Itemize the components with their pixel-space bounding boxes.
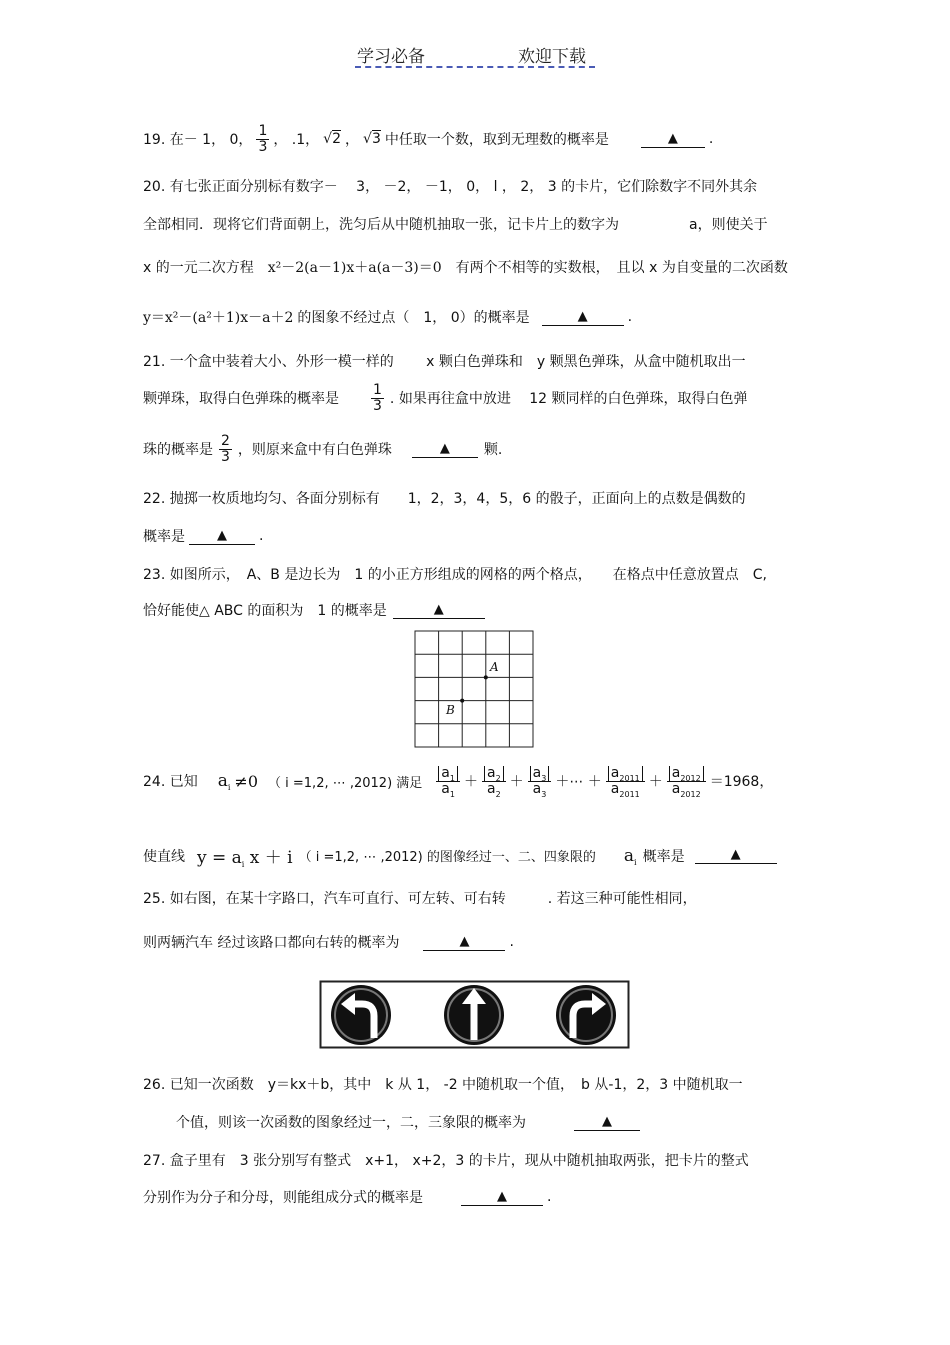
q22-end: . — [259, 528, 264, 544]
q22-line2-text: 概率是 — [143, 529, 185, 545]
q23-line2 — [143, 600, 485, 620]
q20-line4 — [143, 307, 632, 327]
q19-triangle: ▲ — [667, 130, 678, 146]
q24-prefix: 24. 已知 — [143, 774, 198, 791]
q24-ai-2: $a_i$ — [623, 845, 637, 867]
right-turn-arrow-icon — [556, 985, 616, 1045]
q24-term-3: $\frac{a_3}{a_3}$ — [528, 766, 552, 796]
q24-term-1: $\frac{a_1}{a_1}$ — [436, 766, 460, 796]
header-right: 欢迎下载 — [518, 47, 586, 67]
q20-line3 — [143, 257, 788, 277]
question-24-line2 — [143, 843, 777, 868]
q19-prefix: 19. 在－ 1， 0， — [143, 132, 253, 149]
q21-line2-tail: . 如果再往盒中放进 12 颗同样的白色弹珠，取得白色弹 — [389, 391, 748, 408]
left-turn-arrow-icon — [331, 985, 391, 1045]
q23-line2-text: 恰好能使△ ABC 的面积为 1 的概率是 — [143, 603, 387, 619]
q26-line2-text: 个值，则该一次函数的图象经过一，二，三象限的概率为 — [176, 1115, 526, 1131]
traffic-sign-figure — [319, 980, 631, 1050]
q24-line2-tail: 概率是 — [642, 848, 685, 865]
q19-fraction — [256, 124, 269, 154]
q19-sqrt3-val: 3 — [371, 131, 381, 148]
q20-line2: 全部相同．现将它们背面朝上，洗匀后从中随机抽取一张，记卡片上的数字为 a，则使关于 — [143, 217, 768, 233]
q22-line1: 22. 抛掷一枚质地均匀、各面分别标有 1，2，3，4，5，6 的骰子，正面向上的点数是偶数的 — [143, 491, 746, 507]
q23-answer-blank[interactable] — [393, 602, 485, 619]
straight-arrow-icon — [444, 985, 504, 1045]
q20-equation-2: y＝x²－(a²＋1)x－a＋2 — [143, 310, 294, 326]
q26-line1: 26. 已知一次函数 y＝kx＋b，其中 k 从 1， -2 中随机取一个值， b 从-1，2，3 中随机取一 — [143, 1077, 743, 1093]
q23-grid-figure — [414, 630, 536, 750]
q21-line3 — [143, 434, 502, 464]
q25-line2-text: 则两辆汽车 经过该路口都向右转的概率为 — [143, 935, 400, 951]
q23-line1: 23. 如图所示， A、B 是边长为 1 的小正方形组成的网格的两个格点， 在格点中任意放置点 C, — [143, 567, 767, 583]
q19-sqrt2: √2 — [323, 131, 342, 148]
q24-term-2011: $\frac{a_{2011}}{a_{2011}}$ — [606, 766, 645, 796]
q21-end: 颗. — [483, 442, 503, 459]
q26-answer-blank[interactable] — [574, 1114, 640, 1131]
q19-sqrt3: √3 — [363, 131, 381, 148]
q21-line1: 21. 一个盒中装着大小、外形一模一样的 x 颗白色弹珠和 y 颗黑色弹珠，从盒中随机取出一 — [143, 354, 746, 370]
q19-end: . — [708, 131, 714, 148]
q24-result: ＝1968， — [709, 774, 774, 791]
q21-fraction-1 — [371, 383, 384, 413]
q24-line2-text: 使直线 — [143, 848, 185, 865]
q21-f1-num: 1 — [373, 382, 382, 398]
q19-comma: ， — [345, 132, 360, 149]
q24-range-2: （ i =1,2, ⋯ ,2012) 的图像经过一、二、四象限的 — [298, 850, 596, 865]
q25-line1: 25. 如右图，在某十字路口，汽车可直行、可左转、可右转 . 若这三种可能性相同， — [143, 891, 697, 907]
question-19 — [143, 124, 713, 154]
grid-lines — [415, 631, 533, 747]
q19-suffix: 中任取一个数，取到无理数的概率是 — [384, 132, 609, 149]
q20-end: . — [627, 309, 633, 325]
point-b — [460, 699, 464, 703]
q19-frac-num: 1 — [258, 123, 268, 139]
q24-answer-blank[interactable] — [695, 847, 777, 864]
q24-range-1: （ i =1,2, ⋯ ,2012) 满足 — [268, 775, 423, 791]
q27-line1: 27. 盒子里有 3 张分别写有整式 x+1， x+2，3 的卡片，现从中随机抽取两张，把卡片的整式 — [143, 1153, 749, 1169]
q24-ai-text: a — [217, 771, 228, 792]
q20-line4-text: 的图象不经过点（ 1， 0）的概率是 — [297, 310, 530, 326]
q21-line3-text: 珠的概率是 — [143, 442, 213, 459]
q20-line3-tail: 有两个不相等的实数根， 且以 x 为自变量的二次函数 — [455, 260, 788, 276]
q25-triangle: ▲ — [459, 933, 470, 949]
q22-answer-blank[interactable] — [189, 528, 255, 545]
q27-triangle: ▲ — [497, 1188, 507, 1204]
q25-end: . — [509, 934, 514, 950]
q27-line2-text: 分别作为分子和分母，则能组成分式的概率是 — [143, 1190, 423, 1206]
q24-ne0: ≠0 — [234, 771, 259, 791]
q21-line2-text: 颗弹珠，取得白色弹珠的概率是 — [143, 391, 339, 408]
q20-equation-1: x²－2(a－1)x＋a(a－3)＝0 — [267, 260, 442, 276]
q27-end: . — [547, 1189, 552, 1205]
q24-term-2012: $\frac{a_{2012}}{a_{2012}}$ — [667, 766, 706, 796]
label-a: A — [490, 660, 499, 674]
q27-answer-blank[interactable] — [461, 1189, 543, 1206]
q21-line2 — [143, 383, 748, 413]
q19-sqrt2-val: 2 — [332, 131, 342, 148]
q21-line3-tail: ，则原来盒中有白色弹珠 — [237, 442, 392, 459]
q22-triangle: ▲ — [217, 527, 227, 543]
q20-line3-text: x 的一元二次方程 — [143, 260, 254, 276]
q20-answer-blank[interactable] — [542, 309, 624, 326]
q21-answer-blank[interactable] — [412, 441, 478, 458]
label-b: B — [446, 703, 455, 717]
q19-answer-blank[interactable] — [641, 131, 705, 148]
question-24-line1: 24. 已知 $a_i$ ≠0 （ i =1,2, ⋯ ,2012) 满足 $\frac{a_1}{a_1}$ ＋ $\frac{a_2}{a_2}$ ＋ $\frac{a_3}{a_3}$ ＋⋯ ＋ $\frac{a_{2011}}{a_{2011}}$ ＋ $\frac{a_{2012}}{a_{2012}}$ ＝1968， — [143, 765, 774, 799]
q24-term-2: $\frac{a_2}{a_2}$ — [482, 766, 506, 796]
point-a — [484, 675, 488, 679]
q21-triangle: ▲ — [439, 440, 450, 456]
q21-f2-den: 3 — [221, 448, 230, 465]
q25-answer-blank[interactable] — [423, 934, 505, 951]
q20-triangle: ▲ — [577, 308, 588, 324]
q19-frac-den: 3 — [258, 138, 268, 155]
q19-mid: ， .1， — [273, 132, 320, 149]
q24-sum-dots: ＋⋯ ＋ — [555, 774, 602, 791]
q24-line-eq: $y = a_i$ x ＋ i — [197, 848, 293, 869]
q26-line2 — [176, 1112, 640, 1132]
q24-triangle: ▲ — [730, 847, 741, 862]
q23-triangle: ▲ — [433, 601, 444, 617]
q20-line1: 20. 有七张正面分别标有数字－ 3， －2， －1， 0， l ， 2， 3 的卡片，它们除数字不同外其余 — [143, 179, 758, 195]
q24-ai: $a_i$ — [217, 771, 231, 793]
q21-f2-num: 2 — [221, 433, 230, 449]
header-divider — [355, 66, 595, 68]
q25-line2 — [143, 932, 514, 952]
header-left: 学习必备 — [357, 47, 425, 67]
q21-fraction-2 — [219, 434, 232, 464]
q22-line2 — [143, 526, 263, 546]
q27-line2 — [143, 1187, 551, 1207]
q26-triangle: ▲ — [602, 1113, 612, 1129]
q21-f1-den: 3 — [373, 397, 382, 414]
